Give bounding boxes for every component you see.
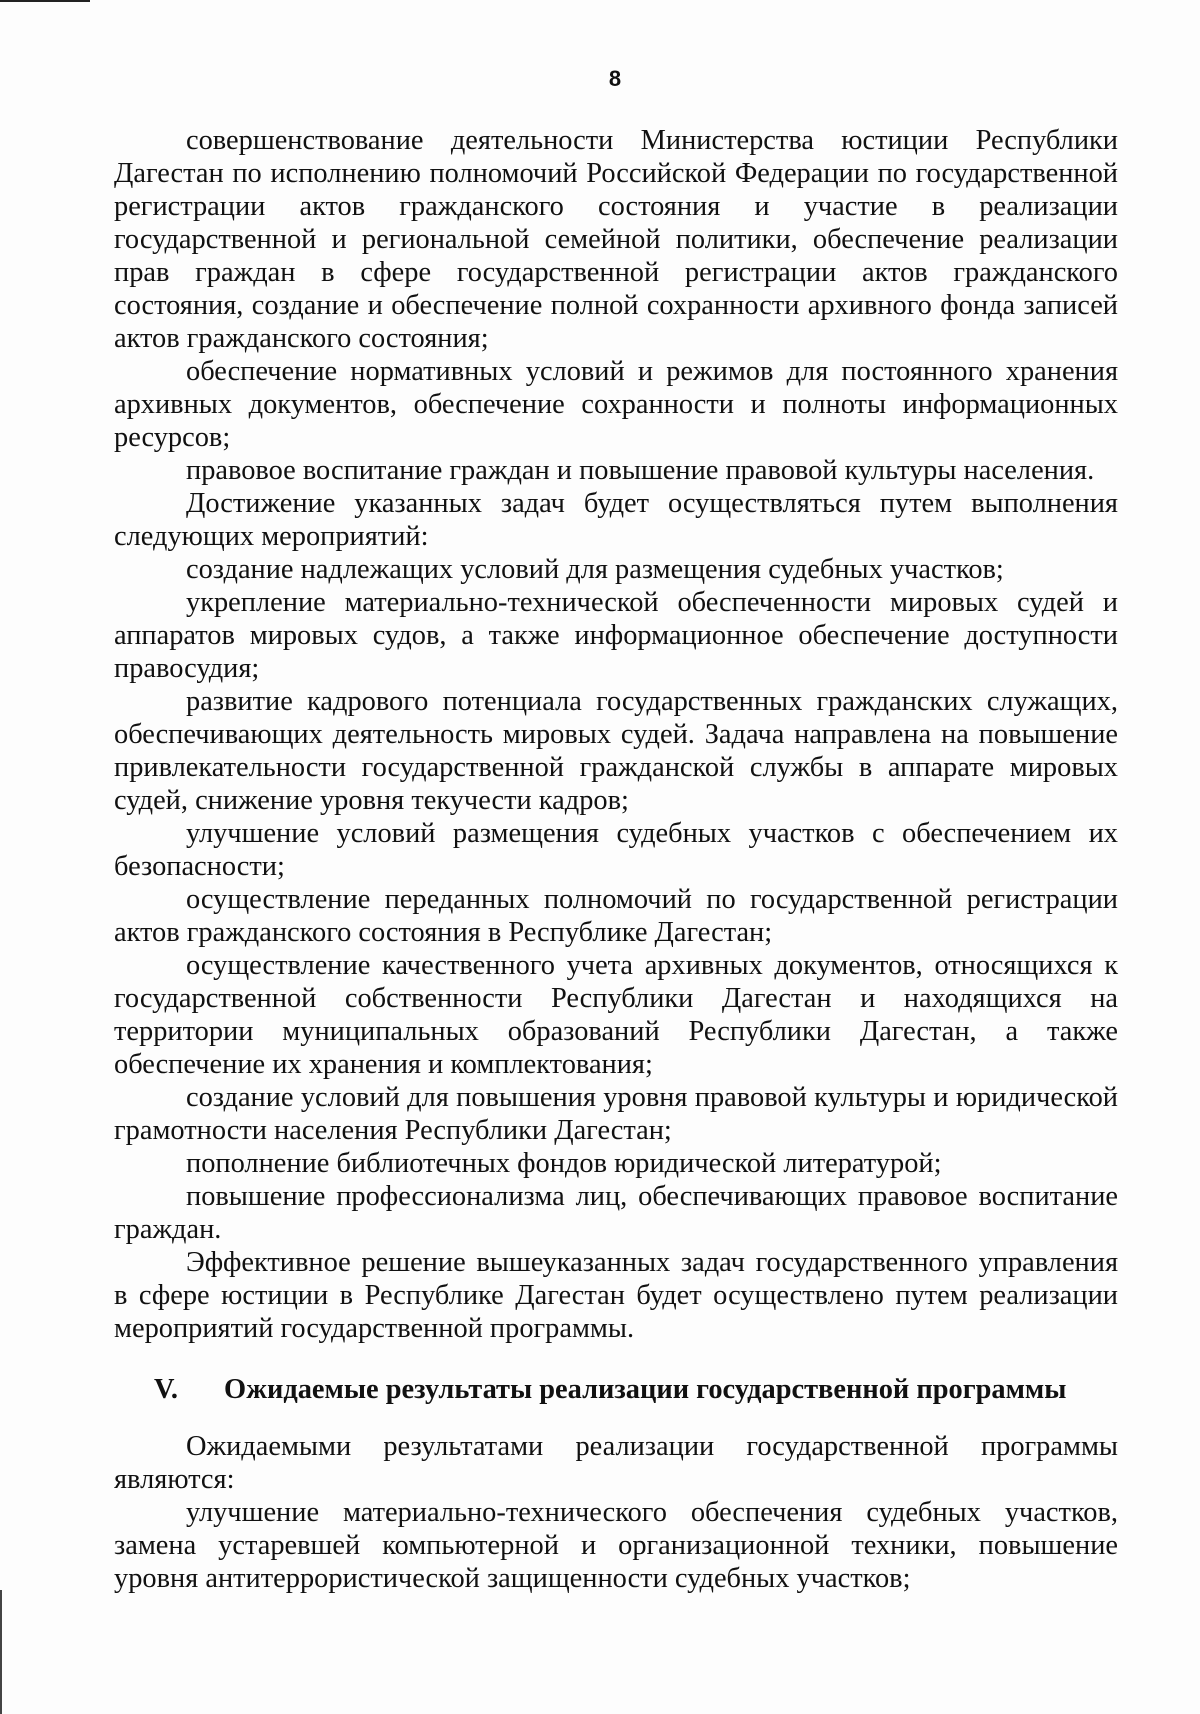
paragraph: пополнение библиотечных фондов юридической литературой; <box>186 1148 942 1179</box>
paragraph: правовое воспитание граждан и повышение правовой культуры населения. <box>186 455 1095 486</box>
page-number: 8 <box>608 66 622 91</box>
paragraph: улучшение условий размещения судебных участков с обеспечением их безопасности; <box>114 818 1118 882</box>
paragraph: осуществление качественного учета архивных документов, относящихся к государственной собственности Республики Дагестан и находящихся на территории муниципальных образований Республики Дагестан, а также обеспечение их хранения и комплектования; <box>114 950 1118 1080</box>
section-title: Ожидаемые результаты реализации государственной программы <box>224 1374 1067 1405</box>
paragraph: создание надлежащих условий для размещения судебных участков; <box>186 554 1004 585</box>
section-heading <box>114 1373 1118 1406</box>
scan-edge-mark <box>0 1590 2 1714</box>
paragraph: развитие кадрового потенциала государственных гражданских служащих, обеспечивающих деятельность мировых судей. Задача направлена на повышение привлекательности государственной гражданской службы в аппарате мировых судей, снижение уровня текучести кадров; <box>114 686 1118 816</box>
paragraph: осуществление переданных полномочий по государственной регистрации актов гражданского состояния в Республике Дагестан; <box>114 884 1118 948</box>
paragraph: Эффективное решение вышеуказанных задач государственного управления в сфере юстиции в Республике Дагестан будет осуществлено путем реализации мероприятий государственной программы. <box>114 1247 1118 1344</box>
scan-edge-mark <box>0 0 90 2</box>
paragraph: повышение профессионализма лиц, обеспечивающих правовое воспитание граждан. <box>114 1181 1118 1245</box>
paragraph: совершенствование деятельности Министерства юстиции Республики Дагестан по исполнению полномочий Российской Федерации по государственной регистрации актов гражданского состояния и участие в реализации государственной и региональной семейной политики, обеспечение реализации прав граждан в сфере государственной регистрации актов гражданского состояния, создание и обеспечение полной сохранности архивного фонда записей актов гражданского состояния; <box>114 125 1118 354</box>
document-body <box>114 124 1118 1595</box>
paragraph: создание условий для повышения уровня правовой культуры и юридической грамотности населения Республики Дагестан; <box>114 1082 1118 1146</box>
paragraph: улучшение материально-технического обеспечения судебных участков, замена устаревшей компьютерной и организационной техники, повышение уровня антитеррористической защищенности судебных участков; <box>114 1497 1118 1594</box>
section-number: V. <box>154 1374 178 1405</box>
paragraph: Достижение указанных задач будет осуществляться путем выполнения следующих мероприятий: <box>114 488 1118 552</box>
paragraph: укрепление материально-технической обеспеченности мировых судей и аппаратов мировых судов, а также информационное обеспечение доступности правосудия; <box>114 587 1118 684</box>
paragraph: обеспечение нормативных условий и режимов для постоянного хранения архивных документов, обеспечение сохранности и полноты информационных ресурсов; <box>114 356 1118 453</box>
paragraph: Ожидаемыми результатами реализации государственной программы являются: <box>114 1431 1118 1495</box>
